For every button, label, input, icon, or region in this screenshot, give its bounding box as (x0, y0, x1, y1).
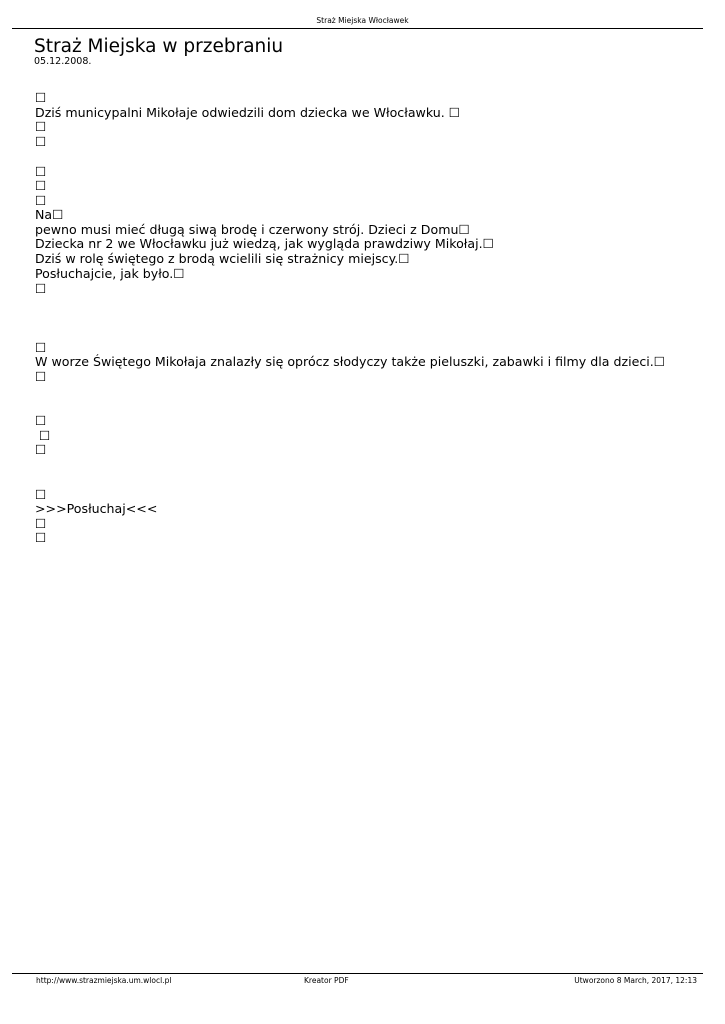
article-line: ☐ (35, 119, 47, 134)
article-line: Dziś w rolę świętego z brodą wcielili się strażnicy miejscy.☐ (35, 251, 410, 266)
article-line: ☐ (35, 281, 47, 296)
article-line: ☐ (35, 164, 47, 179)
page-header-site-name: Straż Miejska Włocławek (316, 16, 409, 25)
article-line: ☐ (35, 442, 47, 457)
footer-generator: Kreator PDF (304, 976, 349, 985)
article-title: Straż Miejska w przebraniu (34, 36, 284, 57)
article-line: ☐ (35, 428, 51, 443)
article-line: ☐ (35, 413, 47, 428)
article-date: 05.12.2008. (34, 56, 92, 67)
footer-created-date: Utworzono 8 March, 2017, 12:13 (574, 976, 697, 985)
article-line: pewno musi mieć długą siwą brodę i czerwony strój. Dzieci z Domu☐ (35, 222, 470, 237)
article-line: ☐ (35, 530, 47, 545)
article-line: Posłuchajcie, jak było.☐ (35, 266, 185, 281)
audio-link[interactable]: >>>Posłuchaj<<< (35, 501, 158, 516)
footer-url: http://www.strazmiejska.um.wlocl.pl (36, 976, 172, 985)
article-line: ☐ (35, 487, 47, 502)
article-line: W worze Świętego Mikołaja znalazły się oprócz słodyczy także pieluszki, zabawki i filmy dla dzieci.☐ (35, 354, 666, 369)
article-line: ☐ (35, 90, 47, 105)
article-line: ☐ (35, 516, 47, 531)
article-line: Dziecka nr 2 we Włocławku już wiedzą, jak wygląda prawdziwy Mikołaj.☐ (35, 236, 494, 251)
article-line: Na☐ (35, 207, 64, 222)
article-line: ☐ (35, 193, 47, 208)
article-line: ☐ (35, 178, 47, 193)
article-line: ☐ (35, 340, 47, 355)
article-line: ☐ (35, 369, 47, 384)
footer-divider (12, 973, 703, 974)
article-line: Dziś municypalni Mikołaje odwiedzili dom dziecka we Włocławku. ☐ (35, 105, 461, 120)
header-divider (12, 28, 703, 29)
article-line: ☐ (35, 134, 47, 149)
